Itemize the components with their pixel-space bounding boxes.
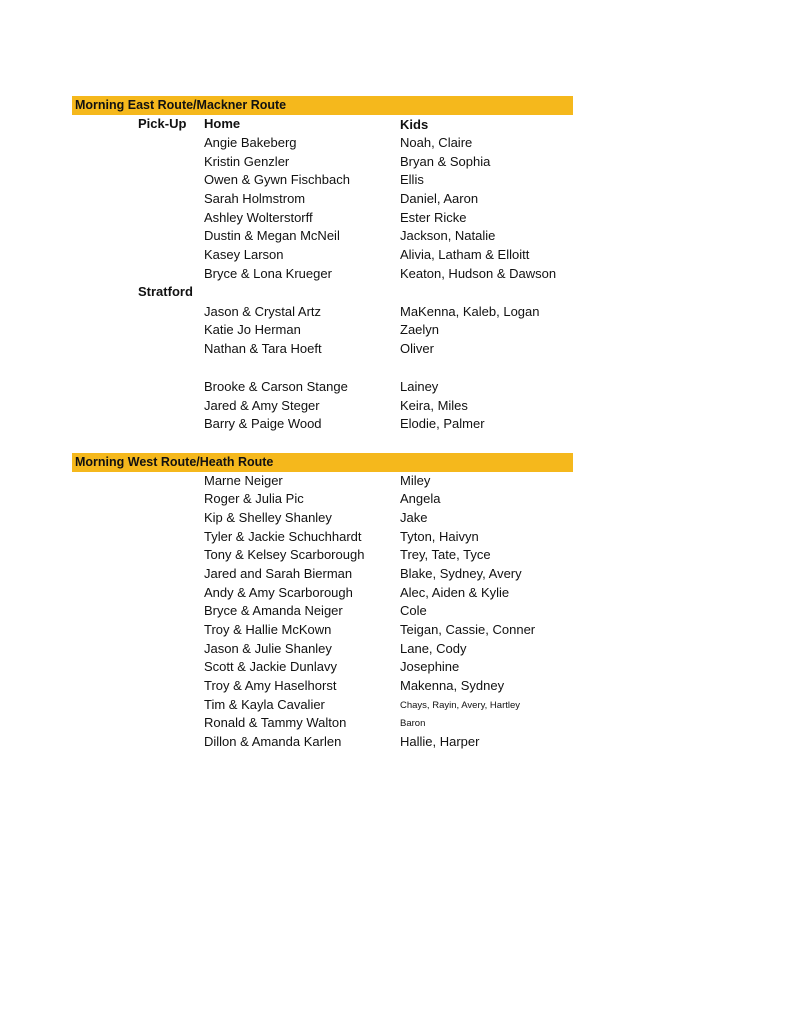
home-name: Tyler & Jackie Schuchhardt (204, 529, 362, 544)
kids-names: Jackson, Natalie (400, 228, 496, 243)
kids-names: Keaton, Hudson & Dawson (400, 266, 557, 281)
table-row (0, 190, 791, 208)
home-name: Roger & Julia Pic (204, 491, 304, 506)
table-row (0, 696, 791, 714)
kids-names: Miley (400, 473, 431, 488)
home-name: Troy & Hallie McKown (204, 622, 332, 637)
kids-names: Ellis (400, 172, 424, 187)
table-row (0, 227, 791, 245)
table-row (0, 565, 791, 583)
home-name: Ronald & Tammy Walton (204, 715, 347, 730)
kids-names: Lane, Cody (400, 641, 467, 656)
table-row (0, 472, 791, 490)
home-name: Jared and Sarah Bierman (204, 566, 353, 581)
home-name: Barry & Paige Wood (204, 416, 322, 431)
kids-names: Chays, Rayin, Avery, Hartley (400, 700, 521, 711)
table-row (0, 303, 791, 321)
home-name: Kasey Larson (204, 247, 284, 262)
table-row (0, 621, 791, 639)
home-name: Jason & Julie Shanley (204, 641, 332, 656)
home-name: Owen & Gywn Fischbach (204, 172, 350, 187)
home-name: Tony & Kelsey Scarborough (204, 547, 365, 562)
kids-names: Baron (400, 718, 426, 729)
table-row (0, 546, 791, 564)
home-column-header: Home (204, 116, 241, 131)
table-row (0, 209, 791, 227)
kids-names: Keira, Miles (400, 398, 468, 413)
home-name: Kip & Shelley Shanley (204, 510, 332, 525)
table-row (0, 415, 791, 433)
home-name: Katie Jo Herman (204, 322, 301, 337)
table-row (0, 265, 791, 283)
kids-names: Zaelyn (400, 322, 440, 337)
home-name: Ashley Wolterstorff (204, 210, 313, 225)
home-name: Kristin Genzler (204, 154, 290, 169)
kids-names: Bryan & Sophia (400, 154, 491, 169)
home-name: Dillon & Amanda Karlen (204, 734, 342, 749)
kids-column-header: Kids (400, 117, 429, 132)
home-name: Tim & Kayla Cavalier (204, 697, 325, 712)
table-row (0, 658, 791, 676)
kids-names: Ester Ricke (400, 210, 467, 225)
table-row (0, 602, 791, 620)
home-name: Andy & Amy Scarborough (204, 585, 353, 600)
kids-names: Oliver (400, 341, 434, 356)
kids-names: Josephine (400, 659, 460, 674)
home-name: Scott & Jackie Dunlavy (204, 659, 337, 674)
kids-names: Teigan, Cassie, Conner (400, 622, 536, 637)
table-row (0, 733, 791, 751)
table-row (0, 171, 791, 189)
home-name: Troy & Amy Haselhorst (204, 678, 337, 693)
kids-names: Trey, Tate, Tyce (400, 547, 491, 562)
home-name: Dustin & Megan McNeil (204, 228, 340, 243)
home-name: Angie Bakeberg (204, 135, 297, 150)
kids-names: Lainey (400, 379, 439, 394)
kids-names: Noah, Claire (400, 135, 473, 150)
table-row (0, 397, 791, 415)
kids-names: Blake, Sydney, Avery (400, 566, 522, 581)
home-name: Nathan & Tara Hoeft (204, 341, 322, 356)
table-row (0, 321, 791, 339)
kids-names: Jake (400, 510, 428, 525)
home-name: Marne Neiger (204, 473, 283, 488)
pickup-label: Pick-Up (138, 116, 187, 131)
kids-names: Cole (400, 603, 427, 618)
kids-names: MaKenna, Kaleb, Logan (400, 304, 540, 319)
table-row (0, 509, 791, 527)
table-row (0, 714, 791, 732)
home-name: Brooke & Carson Stange (204, 379, 348, 394)
home-name: Sarah Holmstrom (204, 191, 306, 206)
home-name: Bryce & Amanda Neiger (204, 603, 343, 618)
kids-names: Alivia, Latham & Elloitt (400, 247, 530, 262)
stratford-label: Stratford (138, 284, 193, 299)
kids-names: Elodie, Palmer (400, 416, 485, 431)
table-row (0, 134, 791, 152)
kids-names: Hallie, Harper (400, 734, 480, 749)
home-name: Jared & Amy Steger (204, 398, 320, 413)
table-row (0, 246, 791, 264)
home-name: Bryce & Lona Krueger (204, 266, 332, 281)
west-route-header: Morning West Route/Heath Route (72, 453, 573, 472)
home-name: Jason & Crystal Artz (204, 304, 322, 319)
table-row (0, 378, 791, 396)
east-route-header: Morning East Route/Mackner Route (72, 96, 573, 115)
table-row (0, 153, 791, 171)
kids-names: Angela (400, 491, 441, 506)
kids-names: Makenna, Sydney (400, 678, 505, 693)
table-row (0, 490, 791, 508)
table-row (0, 640, 791, 658)
kids-names: Alec, Aiden & Kylie (400, 585, 510, 600)
table-row (0, 677, 791, 695)
kids-names: Tyton, Haivyn (400, 529, 479, 544)
kids-names: Daniel, Aaron (400, 191, 479, 206)
table-row (0, 528, 791, 546)
table-row (0, 340, 791, 358)
table-row (0, 584, 791, 602)
